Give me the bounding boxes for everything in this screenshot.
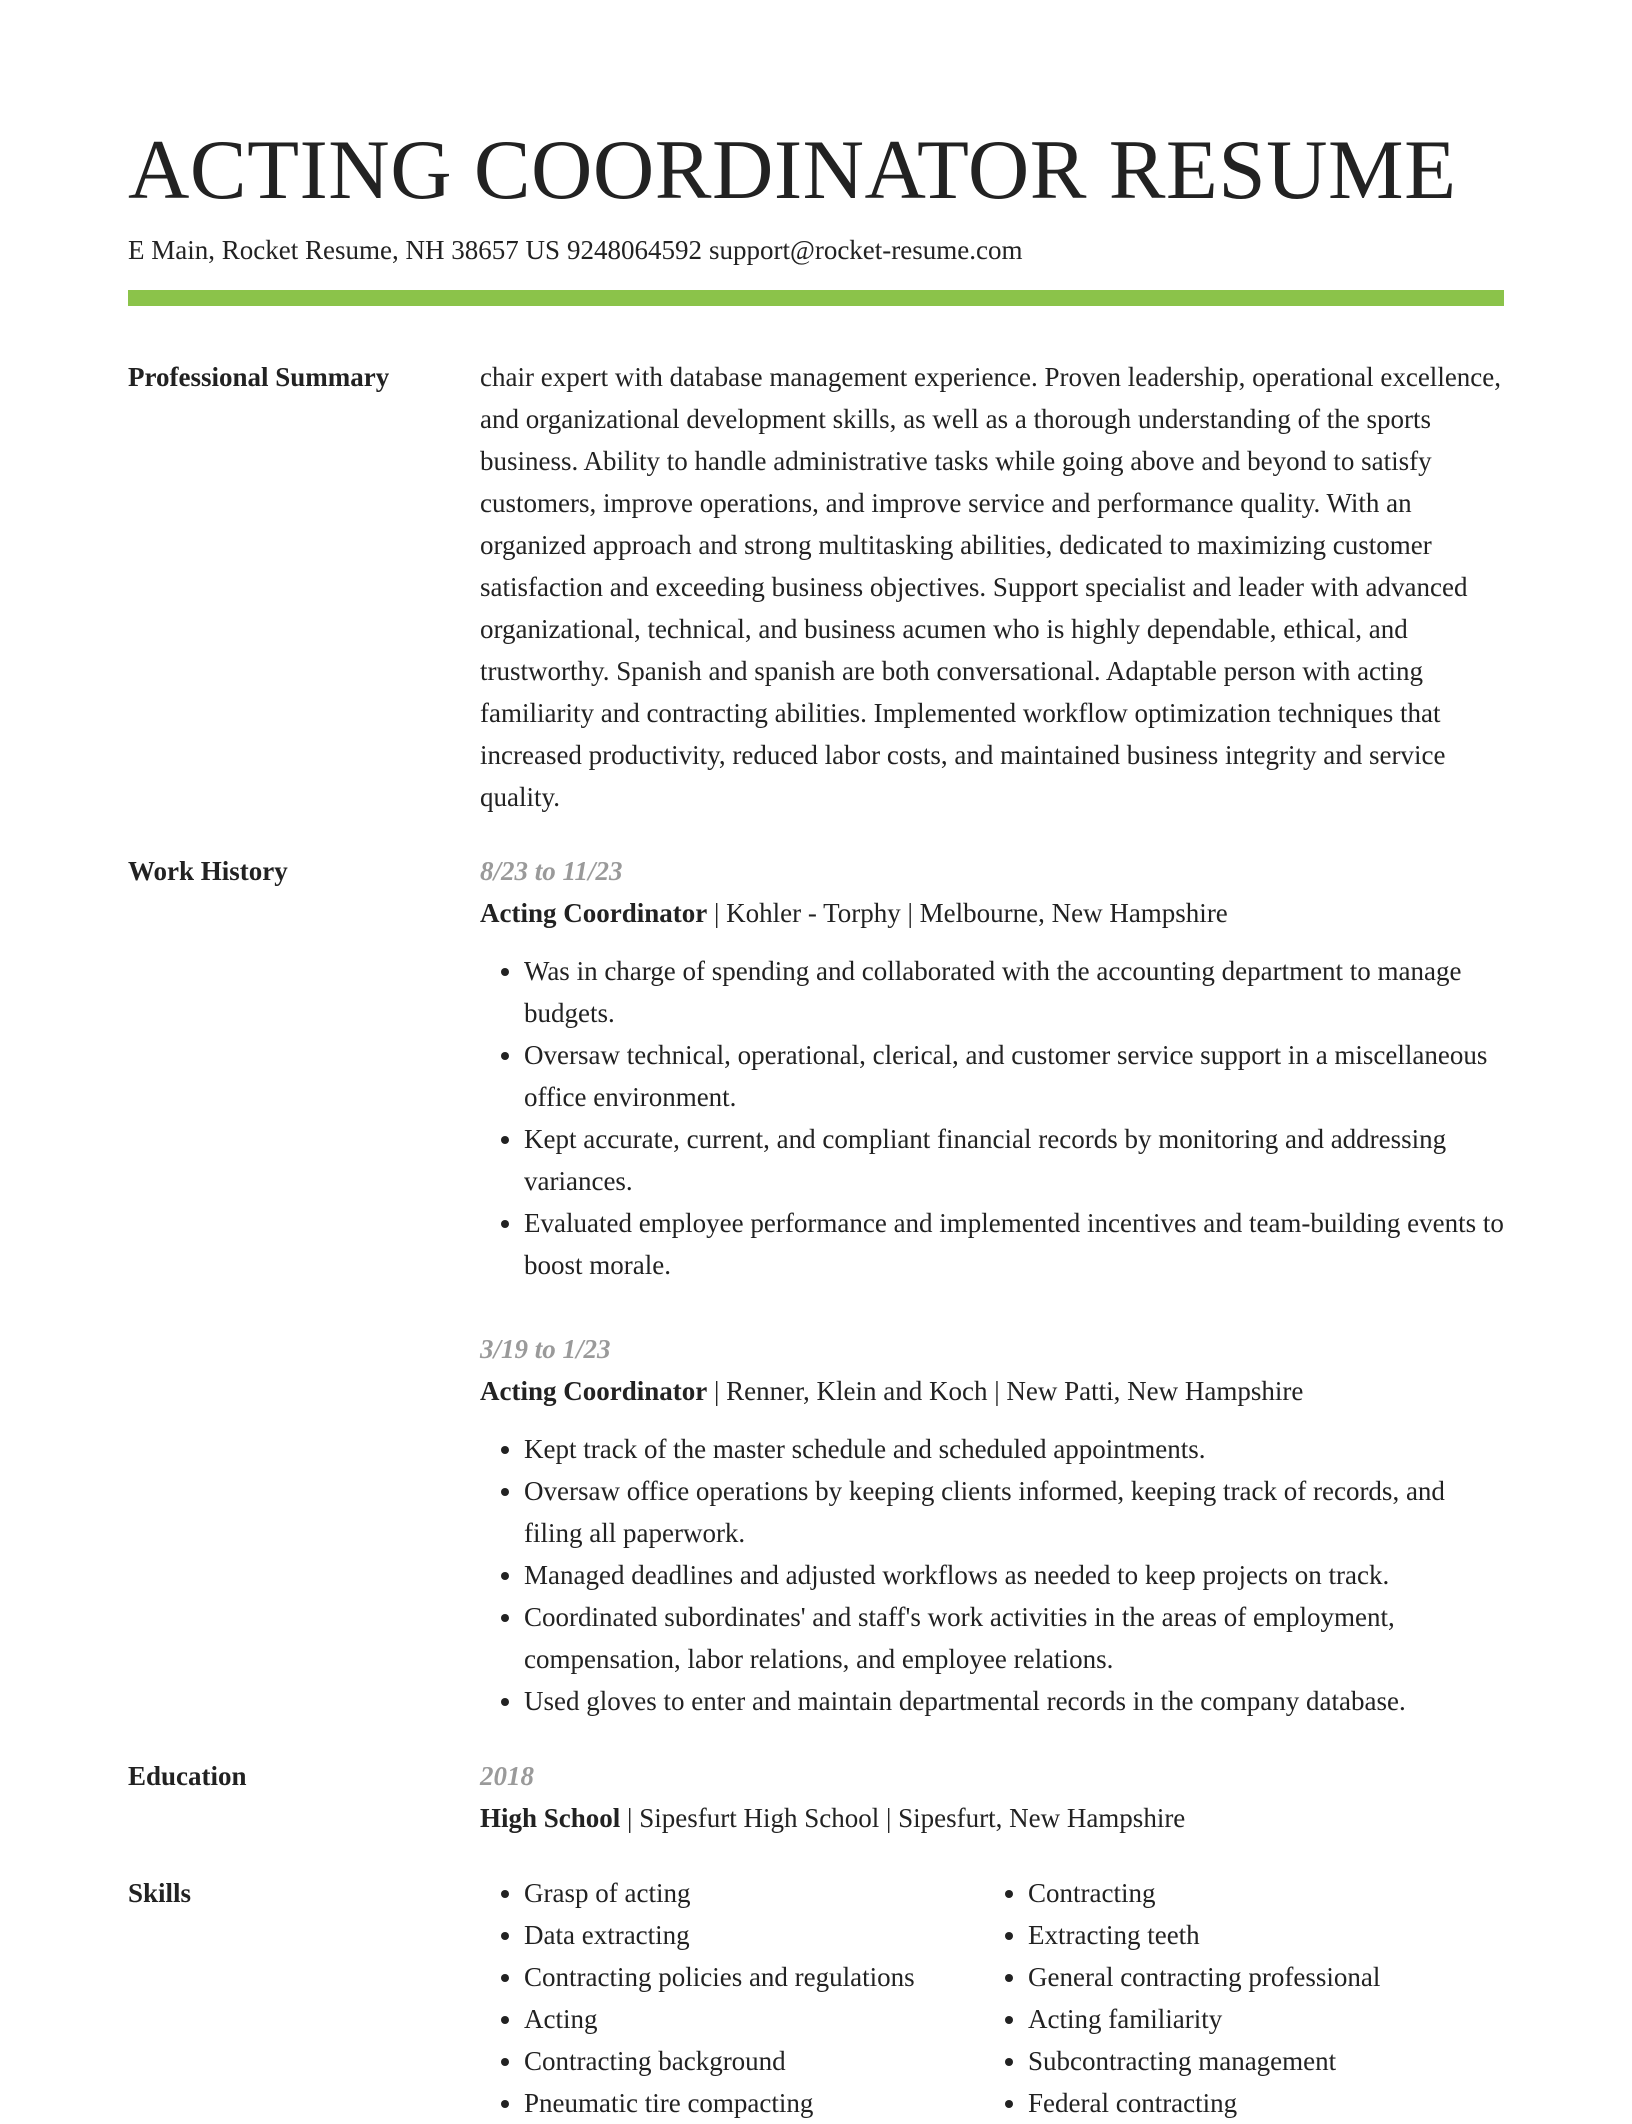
list-item: • Extracting teeth — [1028, 1914, 1504, 1956]
section-content — [480, 850, 1504, 1722]
list-item: • Acting familiarity — [1028, 1998, 1504, 2040]
list-item: • Pneumatic tire compacting — [524, 2082, 984, 2124]
list-item: • Coordinated subordinates' and staff's work activities in the areas of employment, compensation, labor relations, and employee relations. — [524, 1596, 1504, 1680]
skills-list-left — [480, 1872, 984, 2124]
contact-address: E Main, Rocket Resume, NH 38657 US — [128, 235, 560, 265]
education-degree: High School — [480, 1803, 621, 1833]
list-item: • Subcontracting management — [1028, 2040, 1504, 2082]
job-company: | Kohler - Torphy | Melbourne, New Hampshire — [707, 898, 1228, 928]
section-professional-summary — [128, 356, 1504, 818]
list-item: • Data extracting — [524, 1914, 984, 1956]
skills-columns — [480, 1872, 1504, 2124]
list-item: • Evaluated employee performance and implemented incentives and team-building events to boost morale. — [524, 1202, 1504, 1286]
section-content — [480, 356, 1504, 818]
list-item: • Kept accurate, current, and compliant financial records by monitoring and addressing variances. — [524, 1118, 1504, 1202]
resume-page — [128, 118, 1504, 2124]
job-company: | Renner, Klein and Koch | New Patti, New Hampshire — [707, 1376, 1304, 1406]
list-item: • Was in charge of spending and collaborated with the accounting department to manage budgets. — [524, 950, 1504, 1034]
list-item: • Used gloves to enter and maintain departmental records in the company database. — [524, 1680, 1504, 1722]
section-work-history — [128, 850, 1504, 1722]
list-item: • Grasp of acting — [524, 1872, 984, 1914]
section-label: Work History — [128, 856, 288, 886]
skills-list-right — [984, 1872, 1504, 2124]
list-item: • Federal contracting — [1028, 2082, 1504, 2124]
education-line — [480, 1797, 1504, 1839]
section-label: Professional Summary — [128, 362, 390, 392]
list-item: • Contracting policies and regulations — [524, 1956, 984, 1998]
job-title: Acting Coordinator — [480, 1376, 708, 1406]
contact-line — [128, 232, 1504, 268]
job-role-line — [480, 892, 1504, 934]
section-content — [480, 1755, 1504, 1839]
list-item: • Oversaw office operations by keeping clients informed, keeping track of records, and filing all paperwork. — [524, 1470, 1504, 1554]
job-role-line — [480, 1370, 1504, 1412]
section-label: Skills — [128, 1878, 192, 1908]
contact-phone: 9248064592 — [566, 235, 702, 265]
job-bullets — [480, 1428, 1504, 1722]
list-item: • Contracting — [1028, 1872, 1504, 1914]
summary-text: chair expert with database management experience. Proven leadership, operational excellence, and organizational development skills, as well as a thorough understanding of the sports business. Ability to handle administrative tasks while going above and beyond to satisfy customers, improve operations, and improve service and performance quality. With an organized approach and strong multitasking abilities, dedicated to maximizing customer satisfaction and exceeding business objectives. Support specialist and leader with advanced organizational, technical, and business acumen who is highly dependable, ethical, and trustworthy. Spanish and spanish are both conversational. Adaptable person with acting familiarity and contracting abilities. Implemented workflow optimization techniques that increased productivity, reduced labor costs, and maintained business integrity and service quality. — [480, 362, 1502, 812]
list-item: • General contracting professional — [1028, 1956, 1504, 1998]
job-entry — [480, 1328, 1504, 1722]
job-date: 8/23 to 11/23 — [480, 856, 623, 886]
education-date: 2018 — [480, 1761, 534, 1791]
section-label: Education — [128, 1761, 247, 1791]
header-divider — [128, 290, 1504, 306]
list-item: • Managed deadlines and adjusted workflows as needed to keep projects on track. — [524, 1554, 1504, 1596]
contact-email: support@rocket-resume.com — [708, 235, 1023, 265]
job-entry — [480, 850, 1504, 1286]
job-date: 3/19 to 1/23 — [480, 1334, 611, 1364]
list-item: • Oversaw technical, operational, clerical, and customer service support in a miscellaneous office environment. — [524, 1034, 1504, 1118]
list-item: • Acting — [524, 1998, 984, 2040]
resume-title: ACTING COORDINATOR RESUME — [128, 123, 1457, 217]
job-title: Acting Coordinator — [480, 898, 708, 928]
section-education — [128, 1755, 1504, 1839]
education-school: | Sipesfurt High School | Sipesfurt, New Hampshire — [620, 1803, 1186, 1833]
job-bullets — [480, 950, 1504, 1286]
list-item: • Contracting background — [524, 2040, 984, 2082]
list-item: • Kept track of the master schedule and scheduled appointments. — [524, 1428, 1504, 1470]
section-skills — [128, 1872, 1504, 2124]
